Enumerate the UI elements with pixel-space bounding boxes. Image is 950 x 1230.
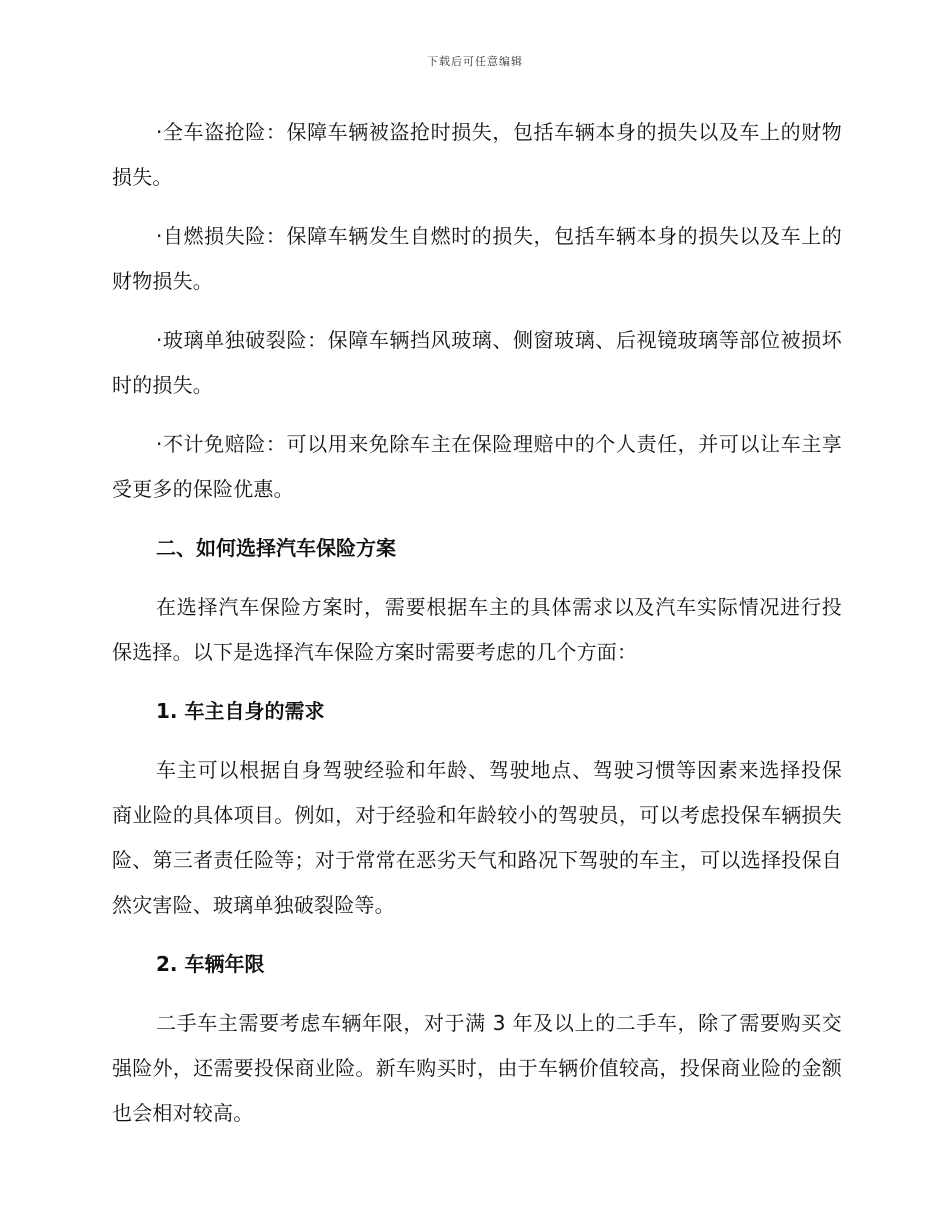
paragraph-choose-plan-intro: 在选择汽车保险方案时，需要根据车主的具体需求以及汽车实际情况进行投保选择。以下是选择汽车保险方案时需要考虑的几个方面： bbox=[112, 595, 842, 664]
section-heading-choose-plan: 二、如何选择汽车保险方案 bbox=[156, 536, 396, 560]
paragraph-self-ignition-insurance: ·自燃损失险：保障车辆发生自燃时的损失，包括车辆本身的损失以及车上的财物损失。 bbox=[112, 224, 842, 293]
subheading-vehicle-age: 2. 车辆年限 bbox=[156, 952, 265, 976]
paragraph-vehicle-age: 二手车主需要考虑车辆年限，对于满 3 年及以上的二手车，除了需要购买交强险外，还需要投保商业险。新车购买时，由于车辆价值较高，投保商业险的金额也会相对较高。 bbox=[112, 1011, 842, 1125]
document-body bbox=[112, 110, 842, 1150]
paragraph-theft-insurance: ·全车盗抢险：保障车辆被盗抢时损失，包括车辆本身的损失以及车上的财物损失。 bbox=[112, 120, 842, 189]
subheading-owner-needs: 1. 车主自身的需求 bbox=[156, 699, 325, 723]
paragraph-owner-needs: 车主可以根据自身驾驶经验和年龄、驾驶地点、驾驶习惯等因素来选择投保商业险的具体项目。例如，对于经验和年龄较小的驾驶员，可以考虑投保车辆损失险、第三者责任险等；对于常常在恶劣天气和路况下驾驶的车主，可以选择投保自然灾害险、玻璃单独破裂险等。 bbox=[112, 758, 842, 917]
page-header-note: 下载后可任意编辑 bbox=[427, 55, 523, 68]
paragraph-no-deductible-insurance: ·不计免赔险：可以用来免除车主在保险理赔中的个人责任，并可以让车主享受更多的保险优惠。 bbox=[112, 432, 842, 501]
paragraph-glass-breakage-insurance: ·玻璃单独破裂险：保障车辆挡风玻璃、侧窗玻璃、后视镜玻璃等部位被损坏时的损失。 bbox=[112, 328, 842, 397]
